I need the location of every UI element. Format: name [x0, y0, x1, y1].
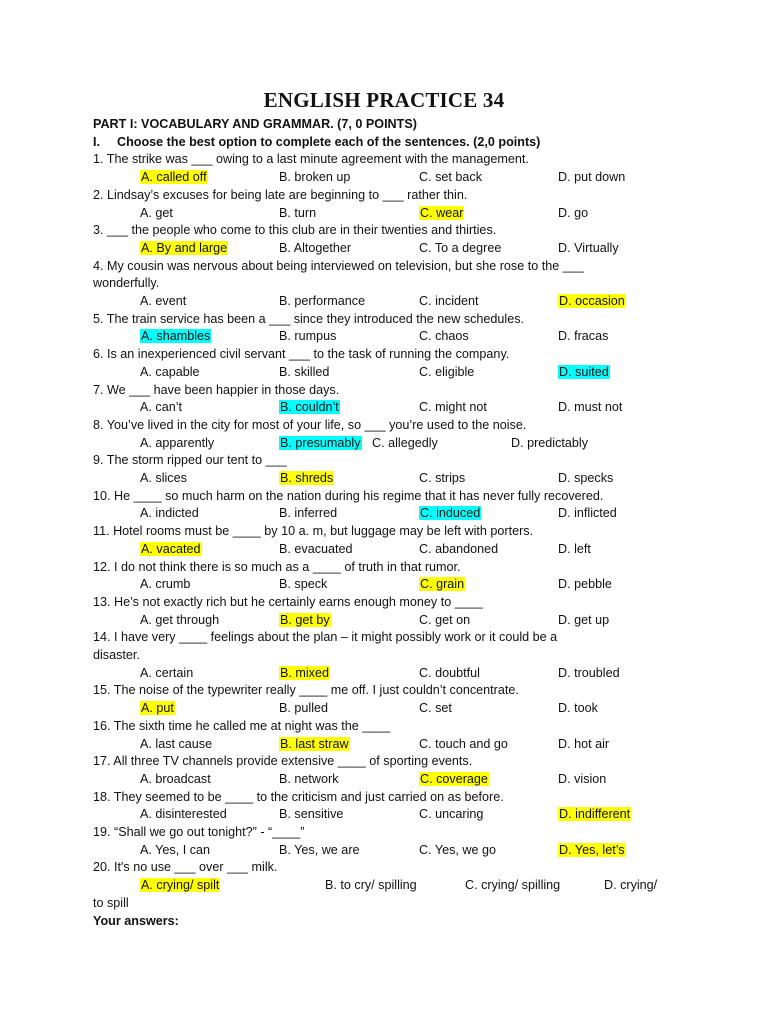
answer-option-text: D. vision [558, 771, 607, 786]
answer-option [140, 205, 173, 222]
answer-option [140, 665, 193, 682]
answer-option [279, 169, 350, 186]
question-stem: 6. Is an inexperienced civil servant ___ to the task of running the company. [93, 347, 510, 362]
section-number: I. [93, 135, 100, 150]
answer-option-text: C. touch and go [419, 736, 508, 751]
answer-option [558, 205, 588, 222]
answer-option [419, 665, 480, 682]
answer-option [279, 435, 362, 452]
question-stem: 5. The train service has been a ___ since they introduced the new schedules. [93, 311, 525, 326]
answer-option-text: C. crying/ spilling [465, 878, 561, 893]
highlighted-answer: A. By and large [141, 240, 228, 255]
highlighted-answer: D. Yes, let’s [559, 842, 625, 857]
answer-option [558, 505, 617, 522]
answer-option [419, 205, 464, 222]
answer-option [419, 240, 501, 257]
answer-option [279, 328, 336, 345]
answer-option [279, 771, 339, 788]
answer-option [419, 806, 483, 823]
highlighted-answer: D. occasion [559, 294, 625, 308]
highlighted-answer: B. presumably [280, 435, 361, 450]
answer-option-text: D. left [558, 541, 591, 556]
answer-option-text: D. fracas [558, 329, 609, 344]
answer-option [419, 293, 479, 310]
answer-option [372, 435, 438, 452]
question-stem: 11. Hotel rooms must be ____ by 10 a. m, but luggage may be left with porters. [93, 524, 534, 539]
answer-option-text: B. sensitive [279, 807, 344, 822]
answer-option-text: C. To a degree [419, 240, 502, 255]
answer-option [558, 169, 625, 186]
answer-option [419, 736, 508, 753]
highlighted-answer: B. shreds [280, 471, 334, 485]
question-stem: 20. It's no use ___ over ___ milk. [93, 860, 278, 875]
answer-option [140, 293, 186, 310]
answer-option [558, 541, 591, 558]
answer-option [279, 541, 353, 558]
answer-option-text: A. last cause [140, 736, 213, 751]
answer-option [419, 771, 489, 788]
answer-option-text: D. crying/ [604, 878, 658, 893]
answer-option-text: B. broken up [279, 170, 351, 185]
question-stem: 4. My cousin was nervous about being interviewed on television, but she rose to the ___ [93, 258, 584, 273]
question-continuation: to spill [93, 895, 129, 910]
answer-option [140, 399, 182, 416]
answer-option [558, 736, 609, 753]
answer-option-text: A. slices [140, 471, 187, 485]
answer-option [140, 842, 210, 859]
answer-option-text: A. Yes, I can [140, 842, 211, 857]
answer-option [558, 328, 608, 345]
answer-option [419, 842, 496, 859]
answer-option [140, 470, 187, 487]
highlighted-answer: B. get by [280, 612, 330, 627]
highlighted-answer: C. grain [420, 577, 465, 592]
answer-option [279, 576, 327, 593]
answer-option [140, 877, 220, 894]
answer-option [419, 470, 465, 487]
question-stem: 9. The storm ripped our tent to ___ [93, 453, 287, 468]
answer-option-text: C. incident [419, 294, 479, 308]
question-stem: 16. The sixth time he called me at night was the ____ [93, 718, 391, 733]
answer-option [558, 293, 626, 310]
answer-option-text: B. pulled [279, 701, 329, 716]
answer-option [419, 700, 452, 717]
answer-option [279, 665, 330, 682]
answer-option-text: C. doubtful [419, 665, 480, 680]
answer-option [140, 806, 227, 823]
highlighted-answer: A. shambles [141, 329, 211, 344]
answer-option [419, 612, 470, 629]
question-stem: 3. ___ the people who come to this club are in their twenties and thirties. [93, 223, 497, 238]
answer-option [140, 736, 212, 753]
highlighted-answer: B. mixed [280, 665, 329, 680]
answer-option-text: B. inferred [279, 506, 338, 521]
answers-label: Your answers: [93, 913, 179, 928]
answer-option-text: A. can’t [140, 400, 182, 415]
answer-option [140, 240, 228, 257]
answer-option [140, 505, 199, 522]
answer-option-text: A. apparently [140, 435, 215, 450]
answer-option-text: C. get on [419, 612, 471, 627]
answer-option-text: A. broadcast [140, 771, 211, 786]
answer-option-text: D. get up [558, 612, 610, 627]
answer-option [279, 364, 329, 381]
answer-option-text: B. performance [279, 294, 366, 308]
question-stem: 8. You’ve lived in the city for most of your life, so ___ you’re used to the noise. [93, 417, 527, 432]
answer-option [140, 435, 214, 452]
answer-option [279, 612, 331, 629]
answer-option-text: C. strips [419, 471, 466, 485]
question-stem: 10. He ____ so much harm on the nation during his regime that it has never fully recovered. [93, 488, 604, 503]
answer-option [558, 842, 626, 859]
highlighted-answer: C. induced [420, 506, 481, 521]
answer-option [140, 576, 190, 593]
answer-option-text: B. rumpus [279, 329, 337, 344]
answer-option [511, 435, 588, 452]
answer-option [279, 806, 343, 823]
answer-option-text: A. indicted [140, 506, 199, 521]
answer-option-text: A. event [140, 294, 187, 308]
answer-option [558, 700, 598, 717]
answer-option [558, 612, 609, 629]
question-stem: 12. I do not think there is so much as a ____ of truth in that rumor. [93, 559, 461, 574]
highlighted-answer: A. vacated [141, 541, 201, 556]
answer-option-text: D. put down [558, 170, 626, 185]
answer-option [140, 771, 211, 788]
answer-option [279, 399, 340, 416]
question-stem: 18. They seemed to be ____ to the criticism and just carried on as before. [93, 789, 504, 804]
answer-option [604, 877, 657, 894]
answer-option [558, 665, 620, 682]
question-stem: 2. Lindsay’s excuses for being late are beginning to ___ rather thin. [93, 187, 468, 202]
answer-option [419, 169, 482, 186]
answer-option [419, 399, 487, 416]
answer-option-text: B. Altogether [279, 240, 352, 255]
answer-option-text: B. turn [279, 205, 317, 220]
answer-option-text: C. might not [419, 400, 487, 415]
answer-option-text: D. troubled [558, 665, 620, 680]
answer-option [279, 205, 316, 222]
page-title: ENGLISH PRACTICE 34 [263, 88, 505, 112]
question-stem: 13. He’s not exactly rich but he certainly earns enough money to ____ [93, 594, 483, 609]
answer-option-text: B. to cry/ spilling [325, 878, 417, 893]
question-stem: 7. We ___ have been happier in those days. [93, 382, 340, 397]
answer-option-text: A. get through [140, 612, 220, 627]
answer-option [279, 505, 337, 522]
answer-option-text: D. must not [558, 400, 623, 415]
section-instruction: Choose the best option to complete each of the sentences. (2,0 points) [117, 135, 541, 150]
answer-option [558, 240, 619, 257]
highlighted-answer: B. last straw [280, 736, 349, 751]
highlighted-answer: D. suited [559, 364, 609, 379]
question-stem: wonderfully. [93, 276, 160, 291]
question-stem: 17. All three TV channels provide extensive ____ of sporting events. [93, 754, 473, 769]
answer-option-text: C. eligible [419, 364, 475, 379]
answer-option-text: C. set [419, 701, 452, 716]
answer-option-text: D. took [558, 701, 598, 716]
answer-option [419, 576, 465, 593]
answer-option-text: B. evacuated [279, 541, 353, 556]
part-heading: PART I: VOCABULARY AND GRAMMAR. (7, 0 POINTS) [93, 117, 417, 131]
highlighted-answer: A. crying/ spilt [141, 878, 220, 893]
answer-option-text: D. go [558, 205, 589, 220]
answer-option-text: C. allegedly [372, 435, 438, 450]
answer-option [140, 541, 202, 558]
answer-option [279, 293, 365, 310]
answer-option-text: D. specks [558, 471, 614, 485]
answer-option-text: C. set back [419, 170, 482, 185]
answer-option [279, 470, 334, 487]
answer-option-text: D. predictably [511, 435, 588, 450]
answer-option-text: A. get [140, 205, 173, 220]
highlighted-answer: D. indifferent [559, 807, 631, 822]
answer-option [558, 470, 613, 487]
answer-option-text: A. certain [140, 665, 194, 680]
answer-option [419, 364, 474, 381]
answer-option [279, 700, 328, 717]
answer-option-text: C. uncaring [419, 807, 484, 822]
answer-option-text: C. Yes, we go [419, 842, 497, 857]
question-stem: 14. I have very ____ feelings about the plan – it might possibly work or it could be a [93, 630, 558, 645]
highlighted-answer: C. coverage [420, 771, 488, 786]
answer-option [140, 700, 175, 717]
answer-option [558, 364, 610, 381]
highlighted-answer: B. couldn’t [280, 400, 339, 415]
answer-option [279, 736, 350, 753]
answer-option [279, 842, 360, 859]
answer-option-text: B. speck [279, 577, 328, 592]
answer-option-text: A. capable [140, 364, 200, 379]
question-stem: 19. “Shall we go out tonight?” - “____” [93, 825, 305, 839]
answer-option-text: B. Yes, we are [279, 842, 360, 857]
answer-option [419, 328, 469, 345]
answer-option [140, 612, 219, 629]
question-stem: disaster. [93, 648, 140, 662]
answer-option-text: D. hot air [558, 736, 610, 751]
answer-option-text: A. crumb [140, 577, 191, 592]
highlighted-answer: A. put [141, 701, 174, 716]
answer-option-text: B. network [279, 771, 339, 786]
answer-option [558, 576, 612, 593]
answer-option-text: D. Virtually [558, 240, 619, 255]
answer-option [279, 240, 351, 257]
answer-option-text: D. pebble [558, 577, 612, 592]
answer-option [325, 877, 417, 894]
answer-option [558, 806, 631, 823]
answer-option [140, 364, 200, 381]
highlighted-answer: C. wear [420, 205, 464, 220]
answer-option [140, 328, 211, 345]
answer-option-text: A. disinterested [140, 807, 227, 822]
highlighted-answer: A. called off [141, 170, 207, 185]
answer-option-text: C. abandoned [419, 541, 499, 556]
question-stem: 15. The noise of the typewriter really ____ me off. I just couldn’t concentrate. [93, 683, 519, 698]
answer-option [140, 169, 208, 186]
answer-option-text: B. skilled [279, 364, 330, 379]
answer-option [558, 399, 622, 416]
answer-option [419, 541, 498, 558]
question-stem: 1. The strike was ___ owing to a last minute agreement with the management. [93, 152, 529, 167]
answer-option-text: C. chaos [419, 329, 469, 344]
answer-option-text: D. inflicted [558, 506, 617, 521]
answer-option [419, 505, 481, 522]
answer-option [558, 771, 606, 788]
answer-option [465, 877, 560, 894]
